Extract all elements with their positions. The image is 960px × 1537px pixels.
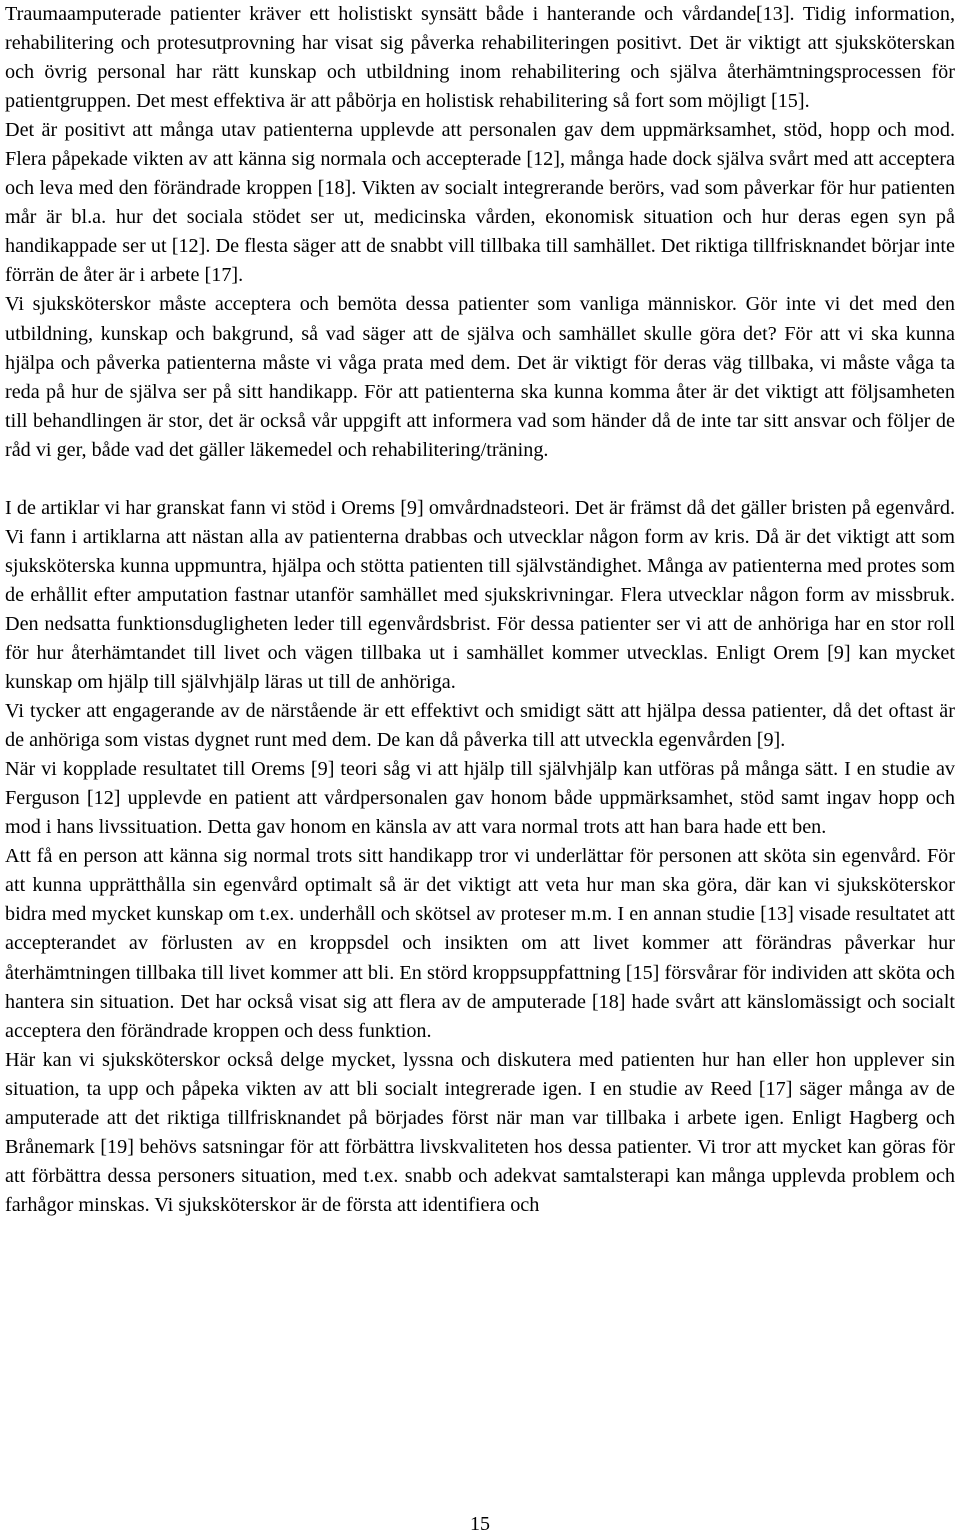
paragraph-spacer xyxy=(5,465,955,494)
paragraph-6: När vi kopplade resultatet till Orems [9] teori såg vi att hjälp till självhjälp kan utföras på många sätt. I en studie av Ferguson [12] upplevde en patient att vårdpersonalen gav honom både uppmärksamhet, stöd samt ingav hopp och mod i hans livssituation. Detta gav honom en känsla av att vara normal trots att han bara hade ett ben. xyxy=(5,758,955,839)
paragraph-5: Vi tycker att engagerande av de närstående är ett effektivt och smidigt sätt att hjälpa dessa patienter, då det oftast är de anhöriga som vistas dygnet runt med dem. De kan då påverka till att utveckla egenvården [9]. xyxy=(5,700,955,752)
page-number: 15 xyxy=(470,1513,490,1535)
paragraph-8: Här kan vi sjuksköterskor också delge mycket, lyssna och diskutera med patienten hur han eller hon upplever sin situation, ta upp och påpeka vikten av att bli socialt integrerade igen. I en studie av Reed [17] säger många av de amputerade att det riktiga tillfrisknandet på börjades först när man var tillbaka i arbete igen. Enligt Hagberg och Brånemark [19] behövs satsningar för att förbättra livskvaliteten hos dessa patienter. Vi tror att mycket kan göras för att förbättra dessa personers situation, med t.ex. snabb och adekvat samtalsterapi kan många upplevda problem och farhågor minskas. Vi sjuksköterskor är de första att identifiera och xyxy=(5,1048,955,1216)
paragraph-7: Att få en person att känna sig normal trots sitt handikapp tror vi underlättar för personen att sköta sin egenvård. För att kunna upprätthålla sin egenvård optimalt så är det viktigt att veta hur man ska göra, där kan vi sjuksköterskor bidra med mycket kunskap om t.ex. underhåll och skötsel av proteser m.m. I en annan studie [13] visade resultatet att accepterandet av förlusten av en kroppsdel och insikten om att livet kommer att förändras påverkar hur återhämtningen tillbaka till livet kommer att bli. En störd kroppsuppfattning [15] försvårar för individen att sköta och hantera sin situation. Det har också visat sig att flera av de amputerade [18] hade svårt att känslomässigt och socialt acceptera den förändrade kroppen och dess funktion. xyxy=(5,845,955,1042)
paragraph-3: Vi sjuksköterskor måste acceptera och bemöta dessa patienter som vanliga människor. Gör inte vi det med den utbildning, kunskap och bakgrund, så vad säger att de själva och samhället skulle göra det? För att vi ska kunna hjälpa och påverka patienterna måste vi våga prata med dem. Det är viktigt för deras väg tillbaka, vi måste våga ta reda på hur de själva ser på sitt handikapp. För att patienterna ska kunna komma åter är det viktigt att följsamheten till behandlingen är stor, det är också vår uppgift att informera vad som händer då de inte tar sitt ansvar och följer de råd vi ger, både vad det gäller läkemedel och rehabilitering/träning. xyxy=(5,293,955,461)
document-page xyxy=(5,0,955,1220)
paragraph-1: Traumaamputerade patienter kräver ett holistiskt synsätt både i hanterande och vårdande[13]. Tidig information, rehabilitering och protesutprovning har visat sig påverka rehabiliteringen positivt. Det är viktigt att sjuksköterskan och övrig personal har rätt kunskap och utbildning inom rehabilitering och själva återhämtningsprocessen för patientgruppen. Det mest effektiva är att påbörja en holistisk rehabilitering så fort som möjligt [15]. xyxy=(5,3,955,113)
paragraph-4: I de artiklar vi har granskat fann vi stöd i Orems [9] omvårdnadsteori. Det är främst då det gäller bristen på egenvård. Vi fann i artiklarna att nästan alla av patienterna drabbas och utvecklar någon form av kris. Då är det viktigt att som sjuksköterska kunna uppmuntra, hjälpa och stötta patienten till självständighet. Många av patienterna med protes som de erhållit efter amputation fastnar utanför samhället med sjukskrivningar. Flera utvecklar någon form av missbruk. Den nedsatta funktionsdugligheten leder till egenvårdsbrist. För dessa patienter ser vi att de anhöriga har en stor roll för hur återhämtandet till livet och vägen tillbaka ut i samhället kommer utvecklas. Enligt Orem [9] kan mycket kunskap om hjälp till självhjälp läras ut till de anhöriga. xyxy=(5,496,955,694)
paragraph-2: Det är positivt att många utav patienterna upplevde att personalen gav dem uppmärksamhet, stöd, hopp och mod. Flera påpekade vikten av att känna sig normala och accepterade [12], många hade dock själva svårt med att acceptera och leva med den förändrade kroppen [18]. Vikten av socialt integrerande berörs, vad som påverkar för hur patienten mår är bl.a. hur det sociala stödet ser ut, medicinska vården, ekonomisk situation och hur deras egen syn på handikappade ser ut [12]. De flesta säger att de snabbt vill tillbaka till samhället. Det riktiga tillfrisknandet börjar inte förrän de åter är i arbete [17]. xyxy=(5,119,955,287)
